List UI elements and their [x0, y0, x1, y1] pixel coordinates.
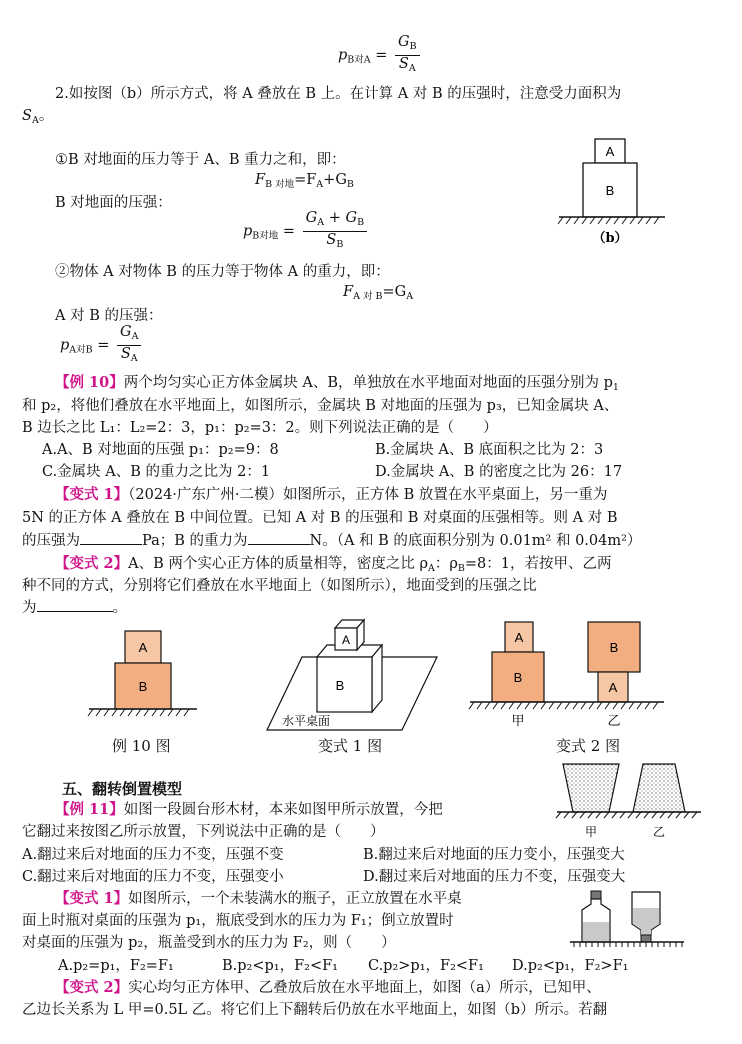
- ex10-option-b: B.金属块 A、B 底面积之比为 2：3: [375, 442, 604, 458]
- paragraph-2-line2: $S_A$。: [22, 108, 54, 126]
- frustum-jia-label: 甲: [584, 825, 598, 839]
- var2b-line2: 乙边长关系为 L 甲=0.5L 乙。将它们上下翻转后仍放在水平地面上，如图（b）所示。若翻: [22, 1002, 608, 1018]
- yi-label: 乙: [607, 714, 621, 729]
- var1b-option-b: B.p₂<p₁，F₂<F₁: [222, 958, 338, 974]
- section-5-title: 五、翻转倒置模型: [62, 780, 183, 798]
- var1b-line2: 面上时瓶对桌面的压强为 p₁，瓶底受到水的压力为 F₁；倒立放置时: [22, 913, 454, 929]
- var2-line1: 【变式 2】A、B 两个实心正方体的质量相等，密度之比 $\rho_A$：$\rho_B=8$：1，若按甲、乙两: [55, 555, 612, 574]
- figure-ex11-frustums: [555, 760, 705, 842]
- ex11-option-c: C.翻过来后对地面的压力不变，压强变小: [22, 869, 284, 885]
- item2-formula: $F_{A 对 B}=G_A$: [343, 284, 414, 302]
- figure-var2: [468, 618, 668, 733]
- figure-bottles: [568, 888, 686, 948]
- var2-line3: 为 。: [22, 600, 127, 616]
- surface-label: 水平桌面: [281, 714, 331, 728]
- var1b-line1: 【变式 1】如图所示，一个未装满水的瓶子，正立放置在水平桌: [55, 890, 462, 907]
- figure-var2-caption: 变式 2 图: [556, 737, 621, 755]
- ex10-option-a: A.A、B 对地面的压强 p₁：p₂=9：8: [42, 442, 279, 458]
- var1-line1: 【变式 1】（2024·广东广州·二模）如图所示，正方体 B 放置在水平桌面上，另一重为: [55, 486, 608, 503]
- frustum-jia: [563, 764, 619, 812]
- figure-var1: [262, 612, 447, 732]
- item1-text: ①B 对地面的压力等于 A、B 重力之和，即：: [55, 152, 346, 168]
- formula-p-a-on-b: $p_{A对B}$ = $\frac{G_A}{S_A}$: [60, 324, 144, 367]
- paragraph-2-line1: 2.如按图（b）所示方式，将 A 叠放在 B 上。在计算 A 对 B 的压强时，注意受力面积为: [55, 86, 622, 102]
- block-b-label: B: [605, 183, 615, 198]
- ex10-option-d: D.金属块 A、B 的密度之比为 26：17: [375, 464, 623, 480]
- yi-block-a-label: A: [608, 680, 618, 695]
- ex10-option-c: C.金属块 A、B 的重力之比为 2：1: [42, 464, 271, 480]
- item2b-text: A 对 B 的压强：: [55, 308, 163, 324]
- jia-block-b-label: B: [513, 670, 523, 685]
- ex11-option-a: A.翻过来后对地面的压力不变，压强不变: [22, 847, 284, 863]
- ex10-line3: B 边长之比 L₁：L₂=2：3，p₁：p₂=3：2。则下列说法正确的是（ ）: [22, 420, 498, 436]
- ex11-option-d: D.翻过来后对地面的压力不变，压强变大: [363, 869, 626, 885]
- jia-block-a-label: A: [514, 630, 524, 645]
- figure-var1-caption: 变式 1 图: [318, 737, 383, 755]
- ex10-line2: 和 p₂，将他们叠放在水平地面上，如图所示，金属块 B 对地面的压强为 p₃，已知金属块 A、: [22, 398, 619, 414]
- block-b-label: B: [138, 679, 148, 694]
- upright-bottle-water: [583, 922, 610, 941]
- block-a-label: A: [341, 633, 351, 647]
- ex10-line1: 【例 10】两个均匀实心正方体金属块 A、B，单独放在水平地面对地面的压强分别为 $p_1$: [55, 374, 619, 393]
- item1-formula: $F_{B 对地}=F_A+G_B$: [255, 172, 354, 190]
- var1b-option-c: C.p₂>p₁，F₂<F₁: [368, 958, 484, 974]
- var1-line3: 的压强为 Pa；B 的重力为 N。（A 和 B 的底面积分别为 0.01m² 和 0.04m²）: [22, 533, 642, 549]
- frustum-yi-label: 乙: [652, 825, 666, 839]
- var2b-line1: 【变式 2】实心均匀正方体甲、乙叠放后放在水平地面上，如图（a）所示，已知甲、: [55, 979, 601, 996]
- figure-ex10: [85, 625, 200, 725]
- var1-line2: 5N 的正方体 A 叠放在 B 中间位置。已知 A 对 B 的压强和 B 对桌面的压强相等。则 A 对 B: [22, 510, 618, 526]
- block-b: [317, 657, 372, 712]
- var2-line2: 种不同的方式，分别将它们叠放在水平地面上（如图所示），地面受到的压强之比: [22, 578, 537, 594]
- ex11-line1: 【例 11】如图一段圆台形木材，本来如图甲所示放置，今把: [55, 801, 443, 818]
- formula-p-b-on-ground: $p_{B对地}$ = $\frac{G_A + G_B}{S_B}$: [243, 210, 370, 253]
- formula-p-b-on-a: $p_{B对A}$ = $\frac{G_B}{S_A}$: [338, 34, 423, 77]
- ex11-line2: 它翻过来按图乙所示放置，下列说法中正确的是（ ）: [22, 824, 385, 840]
- block-b-label: B: [335, 678, 345, 693]
- figure-b-stacked-blocks: [555, 135, 670, 250]
- item2-text: ②物体 A 对物体 B 的压力等于物体 A 的重力，即：: [55, 264, 390, 280]
- yi-block-b-label: B: [609, 640, 619, 655]
- var1b-option-a: A.p₂=p₁，F₂=F₁: [58, 958, 174, 974]
- figure-b-caption: （b）: [592, 231, 628, 246]
- block-a-label: A: [605, 144, 615, 159]
- var1b-line3: 对桌面的压强为 p₂，瓶盖受到水的压力为 F₂，则（ ）: [22, 935, 396, 951]
- item1b-text: B 对地面的压强：: [55, 195, 172, 211]
- block-a-label: A: [138, 640, 148, 655]
- frustum-yi: [633, 764, 685, 812]
- figure-ex10-caption: 例 10 图: [112, 737, 171, 755]
- var1b-option-d: D.p₂<p₁，F₂>F₁: [512, 958, 629, 974]
- jia-label: 甲: [511, 714, 525, 729]
- ex11-option-b: B.翻过来后对地面的压力变小，压强变大: [363, 847, 625, 863]
